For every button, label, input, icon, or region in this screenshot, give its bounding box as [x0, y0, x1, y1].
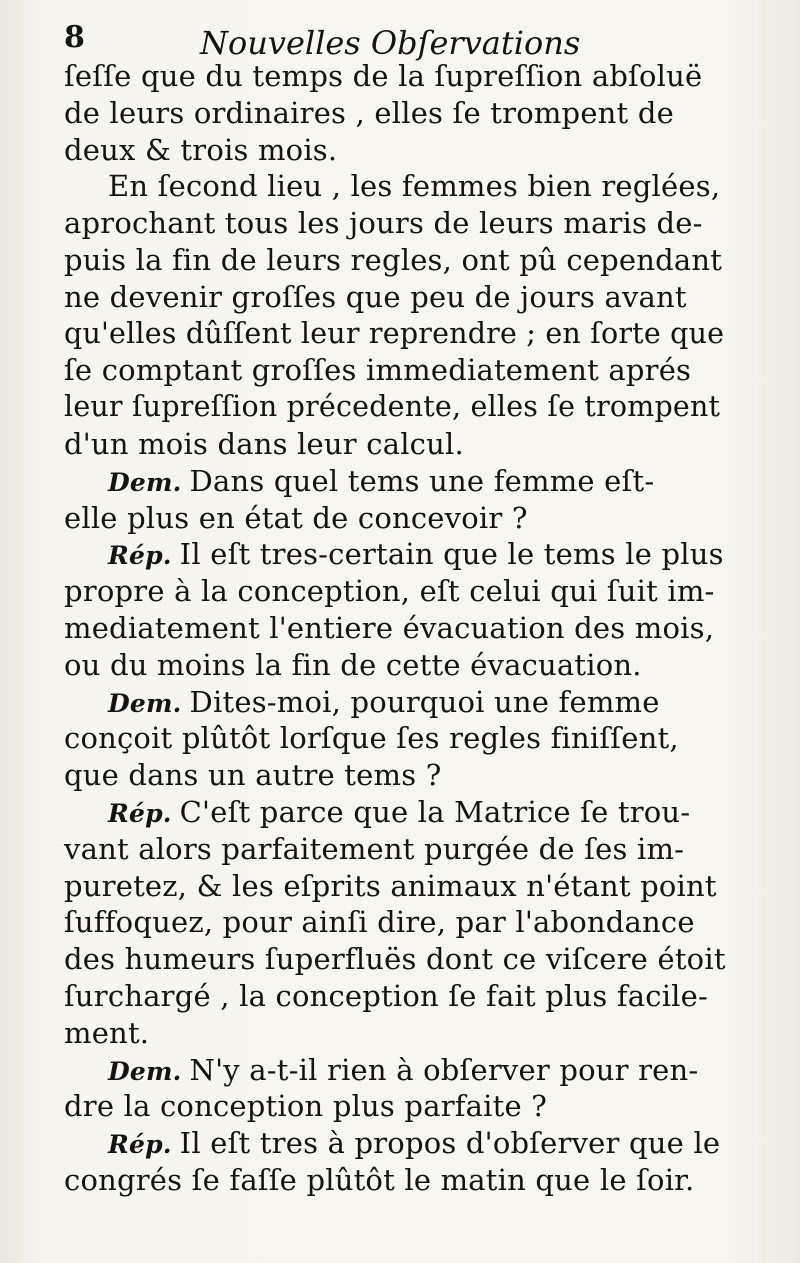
- text-line: [64, 426, 724, 463]
- text-line: [64, 316, 724, 353]
- text-line: [64, 610, 724, 647]
- line-text: Dites-moi, pourquoi une femme: [189, 684, 660, 719]
- text-line: [64, 95, 724, 132]
- text-line: [64, 720, 724, 757]
- line-text: propre à la conception, eſt celui qui ſuit im-: [64, 574, 715, 609]
- text-line: [64, 573, 724, 610]
- speaker-label: Rép.: [108, 1130, 172, 1160]
- speaker-label: Rép.: [108, 541, 172, 571]
- text-line: [64, 978, 724, 1015]
- text-line: [64, 389, 724, 426]
- body-text: [64, 58, 724, 1199]
- text-line: [64, 831, 724, 868]
- line-text: congrés ſe faſſe plûtôt le matin que le ſoir.: [64, 1162, 695, 1197]
- speaker-label: Rép.: [108, 798, 172, 828]
- running-title: Nouvelles Obſervations: [200, 24, 581, 62]
- line-text: ſuffoquez, pour ainſi dire, par l'abondance: [64, 905, 695, 940]
- line-text: puis la fin de leurs regles, ont pû cependant: [64, 242, 723, 277]
- line-text: ſeſſe que du temps de la ſupreſſion abſoluë: [64, 59, 703, 93]
- speaker-label: Dem.: [108, 467, 182, 497]
- text-line: [64, 132, 724, 169]
- text-line: [64, 536, 724, 573]
- line-text: ment.: [64, 1015, 150, 1050]
- line-text: Il eſt tres à propos d'obſerver que le: [179, 1126, 721, 1161]
- line-text: C'eſt parce que la Matrice ſe trou-: [179, 794, 691, 829]
- line-text: qu'elles dûſſent leur reprendre ; en ſorte que: [64, 316, 725, 350]
- text-line: [64, 757, 724, 794]
- text-line: [64, 647, 724, 684]
- line-text: Dans quel tems une femme eſt-: [189, 463, 655, 498]
- line-text: ſe comptant groſſes immediatement aprés: [64, 353, 692, 388]
- text-line: [64, 352, 724, 389]
- line-text: ou du moins la fin de cette évacuation.: [64, 647, 642, 682]
- line-text: conçoit plûtôt lorſque ſes regles finiſſent,: [64, 721, 679, 756]
- line-text: En ſecond lieu , les femmes bien reglées,: [108, 169, 721, 204]
- line-text: puretez, & les eſprits animaux n'étant point: [64, 868, 717, 903]
- text-line: [64, 941, 724, 978]
- text-line: [64, 168, 724, 205]
- line-text: vant alors parfaitement purgée de ſes im-: [64, 831, 685, 866]
- line-text: de leurs ordinaires , elles ſe trompent de: [64, 95, 674, 130]
- text-line: [64, 463, 724, 500]
- line-text: Il eſt tres-certain que le tems le plus: [179, 537, 724, 572]
- line-text: dre la conception plus parfaite ?: [64, 1089, 548, 1124]
- text-line: [64, 205, 724, 242]
- text-line: [64, 58, 724, 95]
- line-text: N'y a-t-il rien à obſerver pour ren-: [189, 1052, 699, 1087]
- text-line: [64, 1015, 724, 1052]
- speaker-label: Dem.: [108, 688, 182, 718]
- line-text: que dans un autre tems ?: [64, 758, 442, 793]
- page-number: 8: [64, 20, 85, 55]
- text-line: [64, 904, 724, 941]
- text-line: [64, 242, 724, 279]
- line-text: mediatement l'entiere évacuation des mois,: [64, 610, 715, 645]
- line-text: deux & trois mois.: [64, 132, 338, 167]
- text-line: [64, 500, 724, 537]
- text-line: [64, 868, 724, 905]
- speaker-label: Dem.: [108, 1056, 182, 1086]
- text-line: [64, 279, 724, 316]
- line-text: ne devenir groſſes que peu de jours avant: [64, 279, 687, 314]
- text-line: [64, 1125, 724, 1162]
- line-text: leur ſupreſſion précedente, elles ſe trompent: [64, 390, 721, 424]
- text-line: [64, 1052, 724, 1089]
- line-text: ſurchargé , la conception ſe fait plus facile-: [64, 978, 709, 1013]
- line-text: des humeurs ſuperfluës dont ce viſcere étoit: [64, 942, 726, 977]
- line-text: d'un mois dans leur calcul.: [64, 426, 464, 461]
- text-line: [64, 1162, 724, 1199]
- text-line: [64, 794, 724, 831]
- line-text: aprochant tous les jours de leurs maris de-: [64, 206, 703, 241]
- text-line: [64, 684, 724, 721]
- line-text: elle plus en état de concevoir ?: [64, 500, 528, 535]
- text-line: [64, 1088, 724, 1125]
